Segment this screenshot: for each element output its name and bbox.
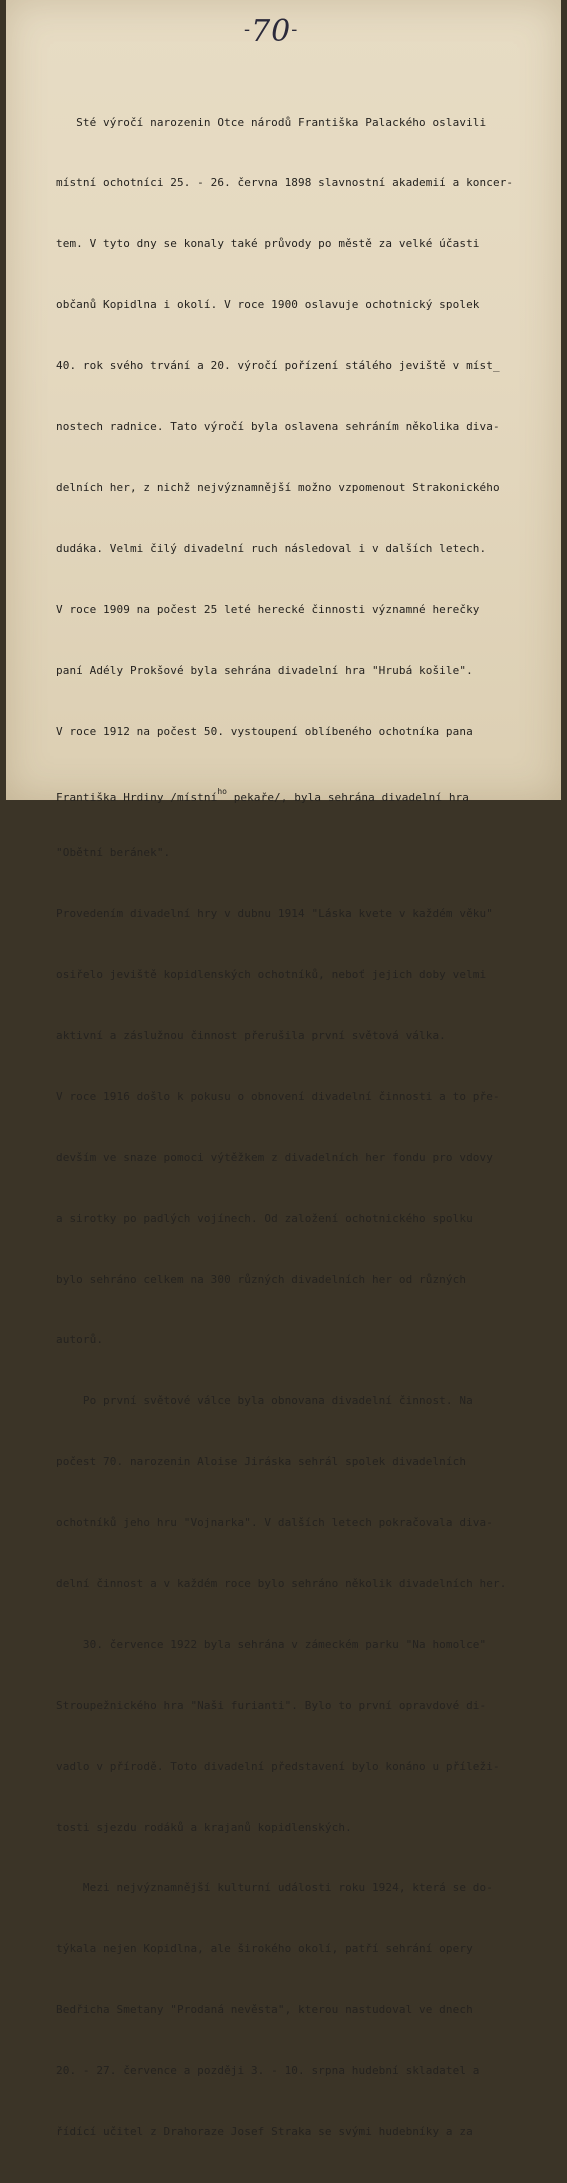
- typed-text-body: [56, 72, 552, 2183]
- text-line: aktivní a záslužnou činnost přerušila první světová válka.: [56, 1028, 446, 1042]
- text-line: řídící učitel z Drahoraze Josef Straka se svými hudebníky a za: [56, 2124, 473, 2138]
- text-line-with-superscript: [56, 782, 552, 805]
- text-line: počest 70. narozenin Aloise Jiráska sehrál spolek divadelních: [56, 1455, 467, 1469]
- text-line: "Obětní beránek".: [56, 846, 171, 860]
- text-line: devším ve snaze pomoci výtěžkem z divadelních her fondu pro vdovy: [56, 1150, 493, 1164]
- superscript-insert: ho: [217, 787, 227, 797]
- text-line: tosti sjezdu rodáků a krajanů kopidlenských.: [56, 1820, 352, 1834]
- text-line: vadlo v přírodě. Toto divadelní představení bylo konáno u příleži-: [56, 1759, 500, 1773]
- line-part: pekaře/, byla sehrána divadelní hra: [226, 791, 469, 805]
- text-line: Provedením divadelní hry v dubnu 1914 "Láska kvete v každém věku": [56, 907, 493, 921]
- text-line: Po první světové válce byla obnovana divadelní činnost. Na: [56, 1394, 473, 1408]
- text-line: delní činnost a v každém roce bylo sehráno několik divadelních her.: [56, 1576, 507, 1590]
- text-line: 20. - 27. července a později 3. - 10. srpna hudební skladatel a: [56, 2064, 480, 2078]
- text-line: 30. července 1922 byla sehrána v zámeckém parku "Na homolce": [56, 1637, 487, 1651]
- text-line: Bedřicha Smetany "Prodaná nevěsta", kterou nastudoval ve dnech: [56, 2003, 473, 2017]
- page-number: -70-: [244, 14, 299, 49]
- text-line: 40. rok svého trvání a 20. výročí pořízení stálého jeviště v míst_: [56, 359, 500, 373]
- text-line: Mezi nejvýznamnější kulturní události roku 1924, která se do-: [56, 1881, 493, 1895]
- text-line: bylo sehráno celkem na 300 různých divadelních her od různých: [56, 1272, 467, 1286]
- text-line: dudáka. Velmi čilý divadelní ruch následoval i v dalších letech.: [56, 541, 487, 555]
- text-line: místní ochotníci 25. - 26. června 1898 slavnostní akademií a koncer-: [56, 176, 514, 190]
- text-line: Stroupežnického hra "Naši furianti". Bylo to první opravdové di-: [56, 1698, 487, 1712]
- line-part: Františka Hrdiny /místní: [56, 791, 218, 805]
- text-line: osiřelo jeviště kopidlenských ochotníků, neboť jejich doby velmi: [56, 968, 487, 982]
- text-line: Sté výročí narozenin Otce národů Františka Palackého oslavili: [56, 115, 487, 129]
- text-line: týkala nejen Kopidlna, ale širokého okolí, patří sehrání opery: [56, 1942, 473, 1956]
- text-line: V roce 1912 na počest 50. vystoupení oblíbeného ochotníka pana: [56, 724, 473, 738]
- text-line: tem. V tyto dny se konaly také průvody po městě za velké účasti: [56, 237, 480, 251]
- text-line: ochotníků jeho hru "Vojnarka". V dalších letech pokračovala diva-: [56, 1516, 493, 1530]
- text-line: a sirotky po padlých vojínech. Od založení ochotnického spolku: [56, 1211, 473, 1225]
- text-line: autorů.: [56, 1333, 104, 1347]
- document-page: [6, 0, 561, 2138]
- text-line: paní Adély Prokšové byla sehrána divadelní hra "Hrubá košile".: [56, 663, 473, 677]
- text-line: občanů Kopidlna i okolí. V roce 1900 oslavuje ochotnický spolek: [56, 298, 480, 312]
- text-line: V roce 1916 došlo k pokusu o obnovení divadelní činnosti a to pře-: [56, 1089, 500, 1103]
- text-line: V roce 1909 na počest 25 leté herecké činnosti významné herečky: [56, 602, 480, 616]
- text-line: delních her, z nichž nejvýznamnější možno vzpomenout Strakonického: [56, 480, 500, 494]
- text-line: nostech radnice. Tato výročí byla oslavena sehráním několika diva-: [56, 420, 500, 434]
